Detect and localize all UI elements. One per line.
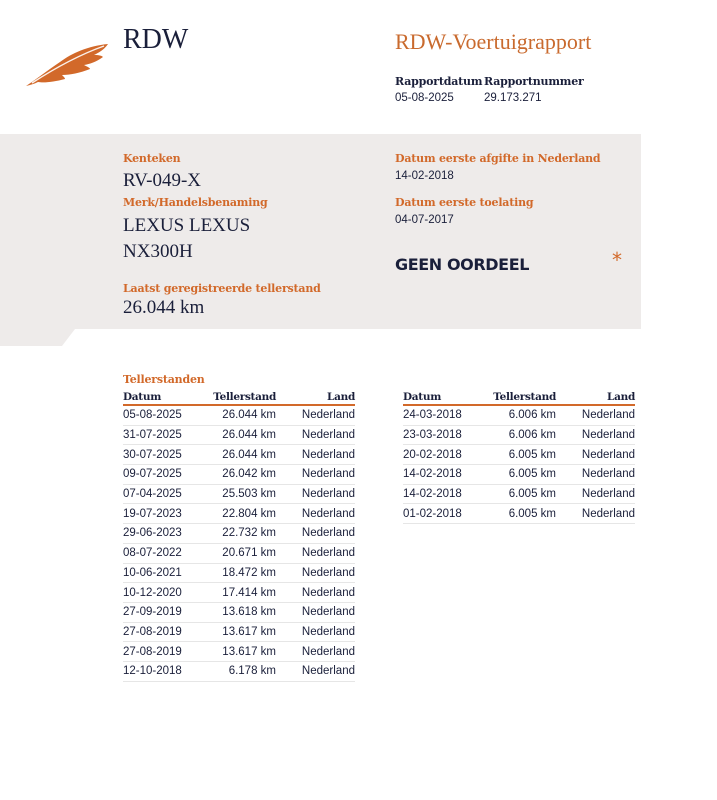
reading-odometer: 6.005 km: [478, 465, 556, 485]
reading-date: 12-10-2018: [123, 661, 198, 681]
reading-date: 09-07-2025: [123, 465, 198, 485]
table-row: [403, 484, 635, 504]
odometer-label: Laatst geregistreerde tellerstand: [123, 282, 321, 295]
reading-odometer: 6.005 km: [478, 504, 556, 524]
reading-date: 27-08-2019: [123, 622, 198, 642]
first-admission-label: Datum eerste toelating: [395, 196, 534, 209]
reading-odometer: 13.617 km: [198, 642, 276, 662]
table-row: [123, 484, 355, 504]
reading-odometer: 17.414 km: [198, 583, 276, 603]
table-row: [123, 642, 355, 662]
table-row: [123, 524, 355, 544]
reading-odometer: 22.732 km: [198, 524, 276, 544]
table-row: [403, 445, 635, 465]
verdict-text: GEEN OORDEEL: [395, 255, 530, 274]
make-line-1: LEXUS LEXUS: [123, 215, 251, 236]
reading-country: Nederland: [276, 622, 355, 642]
reading-country: Nederland: [276, 583, 355, 603]
reading-date: 10-06-2021: [123, 563, 198, 583]
reading-country: Nederland: [276, 543, 355, 563]
reading-date: 14-02-2018: [403, 465, 478, 485]
column-header-country: Land: [556, 389, 635, 405]
table-row: [123, 563, 355, 583]
plate-label: Kenteken: [123, 152, 181, 165]
reading-date: 31-07-2025: [123, 425, 198, 445]
reading-country: Nederland: [556, 465, 635, 485]
table-row: [403, 465, 635, 485]
report-number-label: Rapportnummer: [484, 75, 584, 88]
reading-country: Nederland: [276, 465, 355, 485]
column-header-odometer: Tellerstand: [478, 389, 556, 405]
reading-odometer: 6.005 km: [478, 484, 556, 504]
table-row: [123, 504, 355, 524]
rdw-logo-feather-icon: [24, 40, 112, 90]
verdict-asterisk: *: [612, 248, 622, 272]
reading-country: Nederland: [556, 484, 635, 504]
reading-odometer: 6.005 km: [478, 445, 556, 465]
first-admission-value: 04-07-2017: [395, 214, 454, 226]
vehicle-summary-panel: [0, 134, 641, 346]
reading-odometer: 26.042 km: [198, 465, 276, 485]
table-row: [123, 465, 355, 485]
table-header-row: [123, 389, 355, 405]
reading-date: 27-09-2019: [123, 602, 198, 622]
table-header-row: [403, 389, 635, 405]
reading-odometer: 26.044 km: [198, 405, 276, 425]
reading-date: 23-03-2018: [403, 425, 478, 445]
reading-date: 08-07-2022: [123, 543, 198, 563]
reading-country: Nederland: [276, 405, 355, 425]
reading-country: Nederland: [556, 425, 635, 445]
reading-date: 14-02-2018: [403, 484, 478, 504]
reading-country: Nederland: [276, 602, 355, 622]
reading-odometer: 6.006 km: [478, 425, 556, 445]
reading-date: 29-06-2023: [123, 524, 198, 544]
table-row: [123, 583, 355, 603]
table-row: [123, 661, 355, 681]
reading-odometer: 13.617 km: [198, 622, 276, 642]
table-row: [123, 445, 355, 465]
reading-odometer: 6.178 km: [198, 661, 276, 681]
reading-country: Nederland: [276, 504, 355, 524]
make-line-2: NX300H: [123, 241, 193, 262]
reading-odometer: 26.044 km: [198, 445, 276, 465]
report-title: RDW-Voertuigrapport: [395, 29, 592, 54]
make-label: Merk/Handelsbenaming: [123, 196, 268, 209]
reading-country: Nederland: [276, 563, 355, 583]
reading-country: Nederland: [276, 642, 355, 662]
reading-country: Nederland: [556, 405, 635, 425]
reading-odometer: 6.006 km: [478, 405, 556, 425]
reading-country: Nederland: [276, 445, 355, 465]
reading-country: Nederland: [276, 661, 355, 681]
plate-value: RV-049-X: [123, 170, 202, 191]
odometer-value: 26.044 km: [123, 297, 205, 318]
column-header-country: Land: [276, 389, 355, 405]
readings-title: Tellerstanden: [123, 373, 205, 386]
table-row: [123, 543, 355, 563]
reading-country: Nederland: [556, 445, 635, 465]
table-row: [403, 504, 635, 524]
readings-table-left: [123, 389, 355, 682]
table-row: [403, 425, 635, 445]
table-row: [123, 405, 355, 425]
reading-odometer: 25.503 km: [198, 484, 276, 504]
reading-country: Nederland: [276, 425, 355, 445]
column-header-date: Datum: [403, 389, 478, 405]
reading-date: 05-08-2025: [123, 405, 198, 425]
reading-date: 01-02-2018: [403, 504, 478, 524]
report-date: 05-08-2025: [395, 92, 454, 104]
first-nl-value: 14-02-2018: [395, 170, 454, 182]
table-row: [123, 602, 355, 622]
table-row: [123, 425, 355, 445]
report-date-label: Rapportdatum: [395, 75, 483, 88]
report-number: 29.173.271: [484, 92, 542, 104]
reading-date: 19-07-2023: [123, 504, 198, 524]
reading-odometer: 13.618 km: [198, 602, 276, 622]
reading-date: 10-12-2020: [123, 583, 198, 603]
reading-date: 27-08-2019: [123, 642, 198, 662]
reading-date: 20-02-2018: [403, 445, 478, 465]
brand-name: RDW: [123, 24, 189, 55]
reading-odometer: 18.472 km: [198, 563, 276, 583]
first-nl-label: Datum eerste afgifte in Nederland: [395, 152, 601, 165]
table-row: [403, 405, 635, 425]
reading-country: Nederland: [556, 504, 635, 524]
reading-odometer: 26.044 km: [198, 425, 276, 445]
reading-country: Nederland: [276, 484, 355, 504]
reading-date: 07-04-2025: [123, 484, 198, 504]
reading-date: 30-07-2025: [123, 445, 198, 465]
column-header-date: Datum: [123, 389, 198, 405]
column-header-odometer: Tellerstand: [198, 389, 276, 405]
reading-odometer: 20.671 km: [198, 543, 276, 563]
reading-odometer: 22.804 km: [198, 504, 276, 524]
reading-date: 24-03-2018: [403, 405, 478, 425]
table-row: [123, 622, 355, 642]
readings-table-right: [403, 389, 635, 524]
reading-country: Nederland: [276, 524, 355, 544]
